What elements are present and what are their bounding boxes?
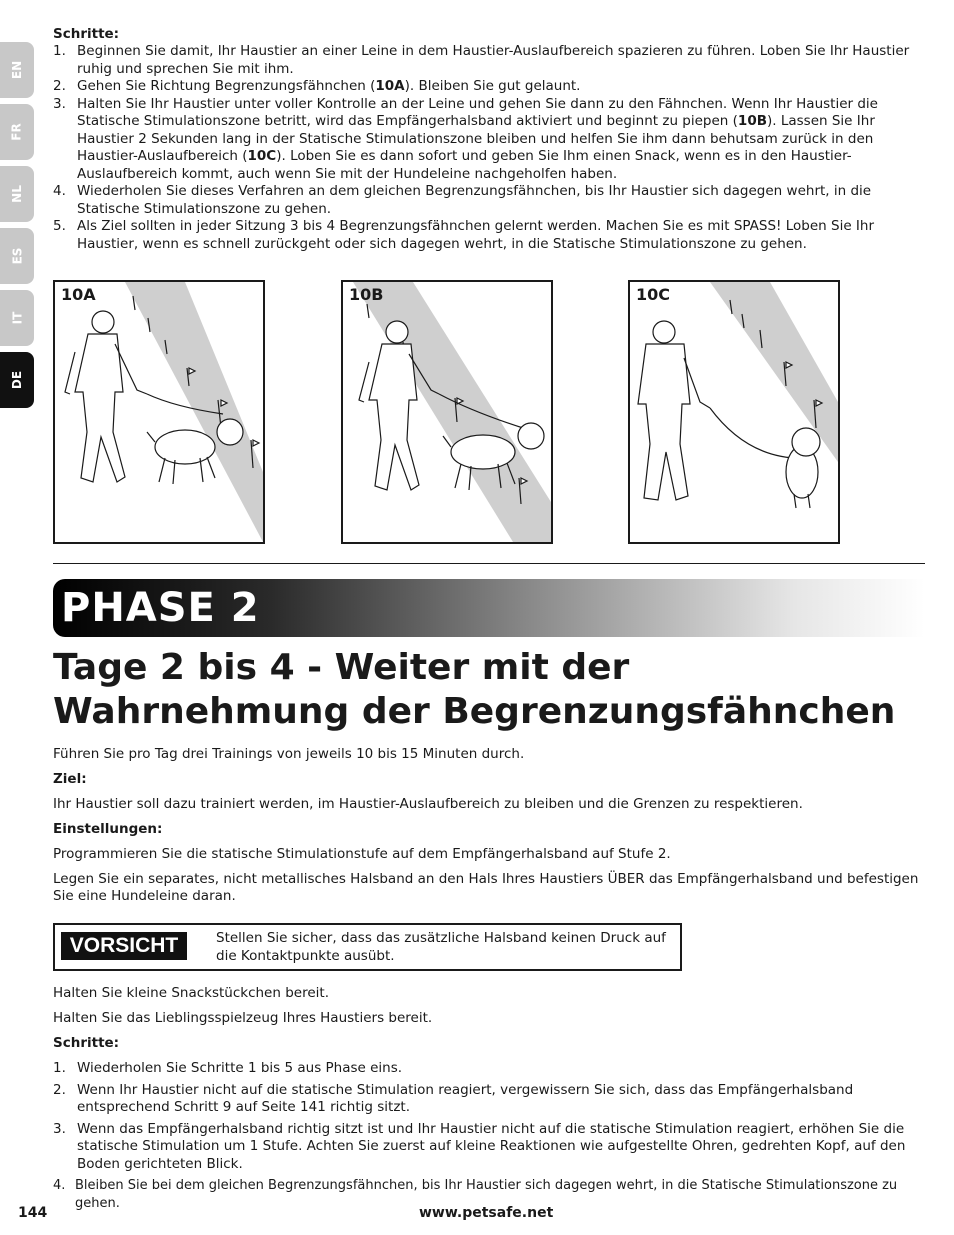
goal-text: Ihr Haustier soll dazu trainiert werden, im Haustier-Auslaufbereich zu bleiben und die Grenzen zu respektieren.	[53, 796, 803, 812]
phase-banner-label: PHASE 2	[61, 585, 260, 631]
phase-banner	[53, 579, 925, 637]
lang-tab-label: IT	[10, 311, 24, 325]
list-item	[53, 218, 925, 253]
settings-heading: Einstellungen:	[53, 821, 163, 837]
step-number: 4.	[53, 183, 66, 199]
step-text: Wiederholen Sie dieses Verfahren an dem gleichen Begrenzungsfähnchen, bis Ihr Haustier sich dagegen wehrt, in die Statische Stimulationszone zu gehen.	[77, 183, 872, 217]
lang-tab-de[interactable]	[0, 352, 34, 408]
caution-label: VORSICHT	[61, 932, 187, 960]
caution-text: Stellen Sie sicher, dass das zusätzliche Halsband keinen Druck auf die Kontaktpunkte ausübt.	[216, 930, 666, 964]
lang-tab-en[interactable]	[0, 42, 34, 98]
settings-text: Programmieren Sie die statische Stimulationstufe auf dem Empfängerhalsband auf Stufe 2.	[53, 846, 671, 862]
figure-illustration	[55, 282, 263, 542]
list-item	[53, 96, 925, 184]
step-text: Halten Sie Ihr Haustier unter voller Kontrolle an der Leine und gehen Sie dann zu den Fähnchen. Wenn Ihr Haustier die Statische Stimulationszone betritt, wird das Empfängerhalsband aktiviert und beginnt zu piepen (	[77, 95, 878, 129]
step-number: 2.	[53, 1081, 66, 1098]
figure-reference: 10C	[247, 148, 277, 164]
step-number: 3.	[53, 95, 66, 112]
step-text: ). Lassen Sie Ihr Haustier 2 Sekunden lang in der Statische Stimulationszone bleiben und helfen Sie ihm dann behutsam zurück in den Haustier-Auslaufbereich (	[77, 113, 875, 164]
figure-label: 10C	[636, 285, 671, 304]
figure-label: 10B	[349, 285, 384, 304]
step-number: 1.	[53, 43, 66, 59]
page-number: 144	[18, 1205, 48, 1221]
list-item	[53, 78, 925, 96]
intro-text: Führen Sie pro Tag drei Trainings von jeweils 10 bis 15 Minuten durch.	[53, 746, 525, 762]
lang-tab-label: ES	[10, 247, 24, 265]
step-text: Beginnen Sie damit, Ihr Haustier an einer Leine in dem Haustier-Auslaufbereich spazieren zu führen. Loben Sie Ihr Haustier ruhig und sprechen Sie mit ihm.	[77, 43, 910, 77]
step-number: 1.	[53, 1060, 66, 1076]
prep-text: Halten Sie das Lieblingsspielzeug Ihres Haustiers bereit.	[53, 1010, 433, 1026]
lang-tab-label: NL	[9, 185, 24, 203]
figure-reference: 10A	[375, 78, 405, 94]
list-item	[53, 1082, 933, 1117]
figure-panels	[53, 280, 925, 544]
step-number: 5.	[53, 218, 66, 234]
figure-illustration	[343, 282, 551, 542]
step-number: 2.	[53, 78, 66, 94]
step-number: 3.	[53, 1120, 66, 1137]
step-number: 4.	[53, 1178, 66, 1193]
figure-10c	[628, 280, 840, 544]
step-text: Wenn Ihr Haustier nicht auf die statische Stimulation reagiert, vergewissern Sie sich, dass das Empfängerhalsband entsprechend Schritt 9 auf Seite 141 richtig sitzt.	[77, 1081, 854, 1115]
footer-url[interactable]: www.petsafe.net	[419, 1205, 554, 1221]
steps-heading: Schritte:	[53, 1035, 120, 1051]
steps-heading: Schritte:	[53, 26, 120, 42]
top-steps-section	[53, 26, 925, 253]
list-item	[53, 43, 925, 78]
lang-tab-nl[interactable]	[0, 166, 34, 222]
step-text: ). Bleiben Sie gut gelaunt.	[404, 78, 581, 94]
caution-box	[53, 923, 682, 971]
steps-list	[53, 43, 925, 253]
figure-10a	[53, 280, 265, 544]
lang-tab-label: FR	[10, 123, 24, 141]
step-text: Bleiben Sie bei dem gleichen Begrenzungsfähnchen, bis Ihr Haustier sich dagegen wehrt, in die Statische Stimulationszone zu gehen.	[75, 1178, 898, 1211]
phase-body	[53, 746, 925, 905]
figure-label: 10A	[61, 285, 96, 304]
phase-steps-section	[53, 985, 933, 1212]
goal-heading: Ziel:	[53, 771, 87, 787]
lang-tab-es[interactable]	[0, 228, 34, 284]
list-item	[53, 183, 925, 218]
prep-text: Halten Sie kleine Snackstückchen bereit.	[53, 985, 329, 1001]
step-text: Gehen Sie Richtung Begrenzungsfähnchen (	[77, 78, 376, 94]
step-text: Wiederholen Sie Schritte 1 bis 5 aus Phase eins.	[77, 1060, 403, 1076]
lang-tab-label: EN	[10, 60, 24, 80]
figure-illustration	[630, 282, 838, 542]
lang-tab-it[interactable]	[0, 290, 34, 346]
step-text: ). Loben Sie es dann sofort und geben Sie Ihm einen Snack, wenn es in den Haustier-Auslaufbereich kommt, auch wenn Sie mit der Hundeleine nachgeholfen haben.	[77, 148, 852, 182]
page-title: Tage 2 bis 4 - Weiter mit der Wahrnehmung der Begrenzungsfähnchen	[53, 647, 896, 732]
step-text: Wenn das Empfängerhalsband richtig sitzt ist und Ihr Haustier nicht auf die statische Stimulation reagiert, erhöhen Sie die statische Stimulation um 1 Stufe. Achten Sie zuerst auf kleine Reaktionen wie aufgestellte Ohren, gedrehten Kopf, auf den Boden gerichteten Blick.	[77, 1120, 906, 1172]
list-item	[53, 1060, 933, 1078]
lang-tab-fr[interactable]	[0, 104, 34, 160]
settings-text: Legen Sie ein separates, nicht metallisches Halsband an den Hals Ihres Haustiers ÜBER das Empfängerhalsband und befestigen Sie eine Hundeleine daran.	[53, 871, 919, 904]
list-item	[53, 1121, 933, 1174]
lang-tab-label: DE	[9, 370, 24, 390]
figure-10b	[341, 280, 553, 544]
figure-reference: 10B	[737, 113, 767, 129]
section-divider	[53, 563, 925, 564]
step-text: Als Ziel sollten in jeder Sitzung 3 bis 4 Begrenzungsfähnchen gelernt werden. Machen Sie es mit SPASS! Loben Sie Ihr Haustier, wenn es schnell zurückgeht oder sich dagegen wehrt, in die Statische Stimulationszone zu gehen.	[77, 218, 875, 252]
steps-list	[53, 1060, 933, 1212]
